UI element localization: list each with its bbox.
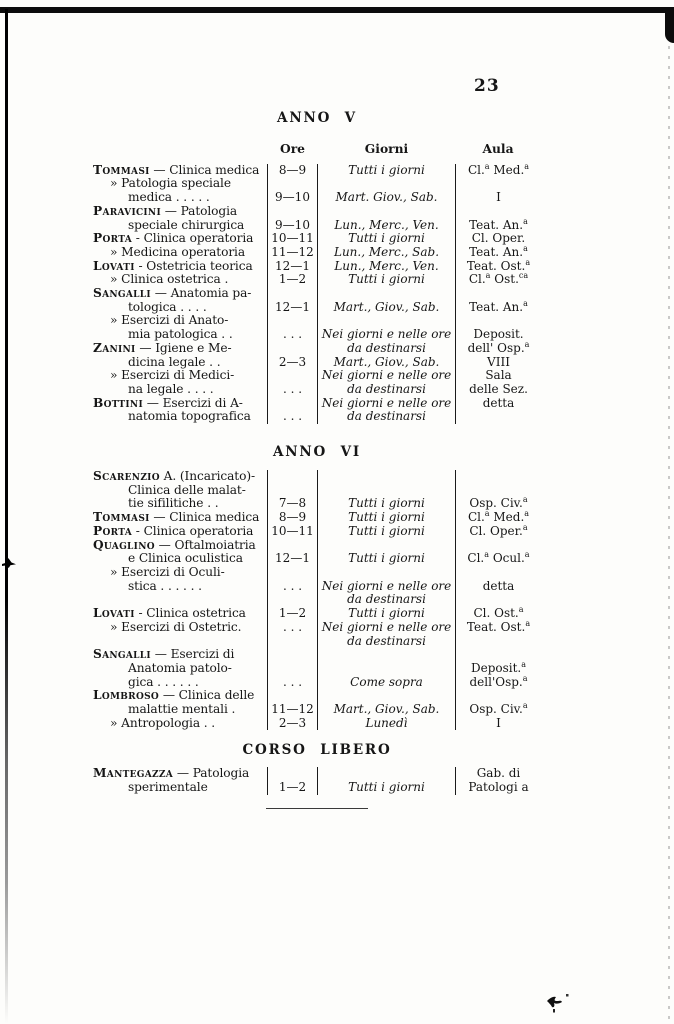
schedule-line xyxy=(93,781,541,795)
course-name: Scarenzio A. (Incaricato)- xyxy=(93,469,256,484)
room-cell: dell' Osp.$^a$ xyxy=(455,342,541,356)
room-cell xyxy=(455,205,541,219)
days-cell xyxy=(318,767,455,781)
room-cell: delle Sez. xyxy=(455,383,541,397)
course-name: malattie mentali . xyxy=(128,702,236,717)
hours-cell xyxy=(267,662,318,676)
room-cell: Cl.$^a$ Ost.$^{ca}$ xyxy=(455,273,541,287)
days-cell: Tutti i giorni xyxy=(348,496,425,511)
hours-cell xyxy=(267,342,318,356)
days-cell: da destinarsi xyxy=(347,592,426,607)
days-cell: da destinarsi xyxy=(347,381,426,396)
room-cell: Teat. An.$^a$ xyxy=(455,219,541,233)
days-cell xyxy=(318,689,455,703)
room-cell: Osp. Civ.$^a$ xyxy=(455,703,541,717)
schedule-line xyxy=(93,232,541,246)
room-cell: Patologi a xyxy=(455,781,541,795)
days-cell xyxy=(318,566,455,580)
scan-edge-left xyxy=(5,9,8,1024)
schedule-line xyxy=(93,397,541,411)
hours-cell: 12—1 xyxy=(267,301,318,315)
schedule-line xyxy=(93,580,541,594)
days-cell xyxy=(318,648,455,662)
schedule-line xyxy=(93,635,541,649)
days-cell: Tutti i giorni xyxy=(348,231,425,246)
scan-edge-right xyxy=(668,46,670,1021)
schedule-line xyxy=(93,470,541,484)
days-cell: Mart., Giov., Sab. xyxy=(333,354,440,369)
hours-cell: 12—1 xyxy=(267,260,318,274)
room-cell: I xyxy=(455,191,541,205)
hours-cell: 2—3 xyxy=(267,717,318,731)
ink-mark xyxy=(544,992,574,1018)
content xyxy=(93,0,541,809)
section-anno-v xyxy=(93,110,541,424)
section-divider xyxy=(266,808,368,809)
schedule-line xyxy=(93,648,541,662)
room-cell: Cl.$^a$ Med.$^a$ xyxy=(455,511,541,525)
course-name: na legale . . . . xyxy=(128,381,214,396)
schedule-line xyxy=(93,566,541,580)
room-cell: Osp. Civ.$^a$ xyxy=(455,497,541,511)
hours-cell: 9—10 xyxy=(267,191,318,205)
hours-cell: 7—8 xyxy=(267,497,318,511)
days-cell: Tutti i giorni xyxy=(348,551,425,566)
hours-cell xyxy=(267,767,318,781)
hours-cell xyxy=(267,566,318,580)
days-cell: Nei giorni e nelle ore xyxy=(321,395,452,410)
course-name: stica . . . . . . xyxy=(128,578,202,593)
course-name: Porta - Clinica operatoria xyxy=(93,523,254,538)
course-name: Paravicini — Patologia xyxy=(93,203,238,218)
room-cell: Gab. di xyxy=(455,767,541,781)
days-cell: Tutti i giorni xyxy=(348,523,425,538)
course-name: » Esercizi di Oculi- xyxy=(110,564,225,579)
room-cell: Cl.$^a$ Ocul.$^a$ xyxy=(455,552,541,566)
hours-cell: 11—12 xyxy=(267,246,318,260)
section-corso-libero xyxy=(93,742,541,794)
days-cell: Lun., Merc., Ven. xyxy=(334,217,439,232)
days-cell xyxy=(318,287,455,301)
room-cell: detta xyxy=(455,397,541,411)
hours-cell: 11—12 xyxy=(267,703,318,717)
hours-cell: 12—1 xyxy=(267,552,318,566)
hours-cell: 1—2 xyxy=(267,273,318,287)
room-cell: I xyxy=(455,717,541,731)
schedule-line xyxy=(93,273,541,287)
schedule-line xyxy=(93,511,541,525)
schedule-line xyxy=(93,314,541,328)
days-cell: Nei giorni e nelle ore xyxy=(321,368,452,383)
course-name xyxy=(93,635,267,649)
header-giorni: Giorni xyxy=(364,141,409,156)
course-name: medica . . . . . xyxy=(128,190,210,205)
schedule-line xyxy=(93,618,541,635)
course-name: Quaglino — Oftalmoiatria xyxy=(93,537,256,552)
schedule-line xyxy=(93,552,541,566)
course-name: Lovati - Clinica ostetrica xyxy=(93,606,246,621)
hours-cell: . . . xyxy=(267,328,318,342)
course-name: mia patologica . . xyxy=(128,327,233,342)
days-cell: da destinarsi xyxy=(347,409,426,424)
room-cell: Teat. An.$^a$ xyxy=(455,246,541,260)
room-cell xyxy=(455,635,541,649)
days-cell xyxy=(318,484,455,498)
days-cell: Lun., Merc., Sab. xyxy=(333,244,440,259)
schedule-line xyxy=(93,383,541,397)
days-cell: Come sopra xyxy=(350,674,423,689)
days-cell: Lunedì xyxy=(365,715,408,730)
days-cell: Mart. Giov., Sab. xyxy=(335,190,438,205)
days-cell xyxy=(318,177,455,191)
days-cell: Mart., Giov., Sab. xyxy=(333,299,440,314)
schedule-line xyxy=(93,410,541,424)
course-name: gica . . . . . . xyxy=(128,674,199,689)
hours-cell: 1—2 xyxy=(267,781,318,795)
course-name: speciale chirurgica xyxy=(128,217,245,232)
course-name: Sangalli — Anatomia pa- xyxy=(93,286,252,301)
hours-cell xyxy=(267,287,318,301)
schedule-line xyxy=(93,205,541,219)
schedule-line xyxy=(93,522,541,539)
days-cell xyxy=(318,539,455,553)
days-cell: Nei giorni e nelle ore xyxy=(321,578,452,593)
course-name: Sangalli — Esercizi di xyxy=(93,647,235,662)
days-cell: Tutti i giorni xyxy=(348,780,425,795)
days-cell: da destinarsi xyxy=(347,340,426,355)
course-name: Anatomia patolo- xyxy=(128,660,232,675)
course-name: » Esercizi di Anato- xyxy=(110,313,229,328)
room-cell: Sala xyxy=(455,369,541,383)
schedule-line xyxy=(93,356,541,370)
days-cell xyxy=(318,314,455,328)
course-name: natomia topografica xyxy=(128,409,251,424)
schedule-line xyxy=(93,287,541,301)
room-cell: Teat. Ost.$^a$ xyxy=(455,260,541,274)
course-name: » Patologia speciale xyxy=(110,176,231,191)
days-cell: Lun., Merc., Ven. xyxy=(334,258,439,273)
course-name: Lovati - Ostetricia teorica xyxy=(93,258,253,273)
hours-cell xyxy=(267,539,318,553)
schedule-line xyxy=(93,243,541,260)
room-cell: Teat. Ost.$^a$ xyxy=(455,621,541,635)
course-name: tologica . . . . xyxy=(128,299,207,314)
days-cell: Tutti i giorni xyxy=(348,272,425,287)
hours-cell xyxy=(267,484,318,498)
hours-cell: . . . xyxy=(267,410,318,424)
room-cell xyxy=(455,689,541,703)
section-anno-vi xyxy=(93,444,541,730)
room-cell xyxy=(455,566,541,580)
hours-cell xyxy=(267,470,318,484)
schedule-lines xyxy=(93,767,541,794)
hours-cell: 8—9 xyxy=(267,164,318,178)
room-cell: dell'Osp.$^a$ xyxy=(455,676,541,690)
schedule-line xyxy=(93,659,541,676)
course-name xyxy=(93,593,267,607)
course-name: sperimentale xyxy=(128,780,208,795)
room-cell xyxy=(455,410,541,424)
hours-cell xyxy=(267,689,318,703)
hours-cell xyxy=(267,314,318,328)
hours-cell: 9—10 xyxy=(267,219,318,233)
header-ore: Ore xyxy=(279,141,305,156)
days-cell xyxy=(318,205,455,219)
room-cell: Cl. Oper. xyxy=(455,232,541,246)
hours-cell: . . . xyxy=(267,383,318,397)
course-name: Zanini — Igiene e Me- xyxy=(93,340,232,355)
days-cell xyxy=(318,470,455,484)
room-cell: Deposit. xyxy=(455,328,541,342)
days-cell: Mart., Giov., Sab. xyxy=(333,702,440,717)
room-cell: VIII xyxy=(455,356,541,370)
hours-cell xyxy=(267,593,318,607)
room-cell xyxy=(455,287,541,301)
hours-cell: 8—9 xyxy=(267,511,318,525)
schedule-line xyxy=(93,216,541,233)
schedule-line xyxy=(93,673,541,690)
room-cell: Deposit.$^a$ xyxy=(455,662,541,676)
schedule-line xyxy=(93,339,541,356)
spacer xyxy=(93,142,267,156)
hours-cell xyxy=(267,648,318,662)
room-cell xyxy=(455,470,541,484)
schedule-line xyxy=(93,177,541,191)
schedule-line xyxy=(93,689,541,703)
section-title: ANNO V xyxy=(277,110,357,126)
scan-edge-top-corner xyxy=(665,7,674,43)
column-headers xyxy=(93,142,541,156)
course-name: » Esercizi di Ostetric. xyxy=(110,619,242,634)
days-cell: Tutti i giorni xyxy=(348,510,425,525)
section-title: ANNO VI xyxy=(272,444,361,461)
schedule-line xyxy=(93,717,541,731)
schedule-line xyxy=(93,767,541,781)
course-name: e Clinica oculistica xyxy=(128,551,243,566)
hours-cell xyxy=(267,177,318,191)
room-cell: Cl.$^a$ Med.$^a$ xyxy=(455,164,541,178)
course-name: » Clinica ostetrica . xyxy=(110,272,229,287)
page-number: 23 xyxy=(474,76,500,96)
hours-cell: . . . xyxy=(267,676,318,690)
days-cell: Nei giorni e nelle ore xyxy=(321,327,452,342)
room-cell xyxy=(455,314,541,328)
hours-cell xyxy=(267,369,318,383)
room-cell xyxy=(455,177,541,191)
course-name: Tommasi — Clinica medica xyxy=(93,510,260,525)
days-cell: Nei giorni e nelle ore xyxy=(321,619,452,634)
hours-cell: 2—3 xyxy=(267,356,318,370)
days-cell: da destinarsi xyxy=(347,633,426,648)
course-name: tie sifilitiche . . xyxy=(128,496,219,511)
schedule-line xyxy=(93,703,541,717)
schedule-line xyxy=(93,191,541,205)
course-name: Lombroso — Clinica delle xyxy=(93,688,255,703)
hours-cell: . . . xyxy=(267,580,318,594)
schedule-line xyxy=(93,161,541,178)
room-cell: Cl. Oper.$^a$ xyxy=(455,525,541,539)
hours-cell xyxy=(267,205,318,219)
days-cell: Tutti i giorni xyxy=(348,162,425,177)
schedule-lines xyxy=(93,470,541,730)
hours-cell: . . . xyxy=(267,621,318,635)
hours-cell: 10—11 xyxy=(267,525,318,539)
section-title: CORSO LIBERO xyxy=(242,742,392,759)
days-cell xyxy=(318,662,455,676)
course-name: Tommasi — Clinica medica xyxy=(93,162,260,177)
schedule-line xyxy=(93,298,541,315)
hours-cell xyxy=(267,635,318,649)
course-name: Porta - Clinica operatoria xyxy=(93,231,254,246)
hours-cell xyxy=(267,397,318,411)
hours-cell: 10—11 xyxy=(267,232,318,246)
days-cell: Tutti i giorni xyxy=(348,606,425,621)
header-aula: Aula xyxy=(482,141,514,156)
course-name: Mantegazza — Patologia xyxy=(93,766,250,781)
hours-cell: 1—2 xyxy=(267,607,318,621)
room-cell: detta xyxy=(455,580,541,594)
course-name: dicina legale . . xyxy=(128,354,221,369)
course-name: Clinica delle malat- xyxy=(128,482,246,497)
course-name: Bottini — Esercizi di A- xyxy=(93,395,243,410)
course-name: » Antropologia . . xyxy=(110,715,216,730)
schedule-line xyxy=(93,369,541,383)
room-cell: Teat. An.$^a$ xyxy=(455,301,541,315)
course-name: » Medicina operatoria xyxy=(110,244,246,259)
room-cell: Cl. Ost.$^a$ xyxy=(455,607,541,621)
schedule-lines xyxy=(93,161,541,424)
course-name: » Esercizi di Medici- xyxy=(110,368,235,383)
schedule-line xyxy=(93,328,541,342)
schedule-line xyxy=(93,607,541,621)
room-cell xyxy=(455,648,541,662)
